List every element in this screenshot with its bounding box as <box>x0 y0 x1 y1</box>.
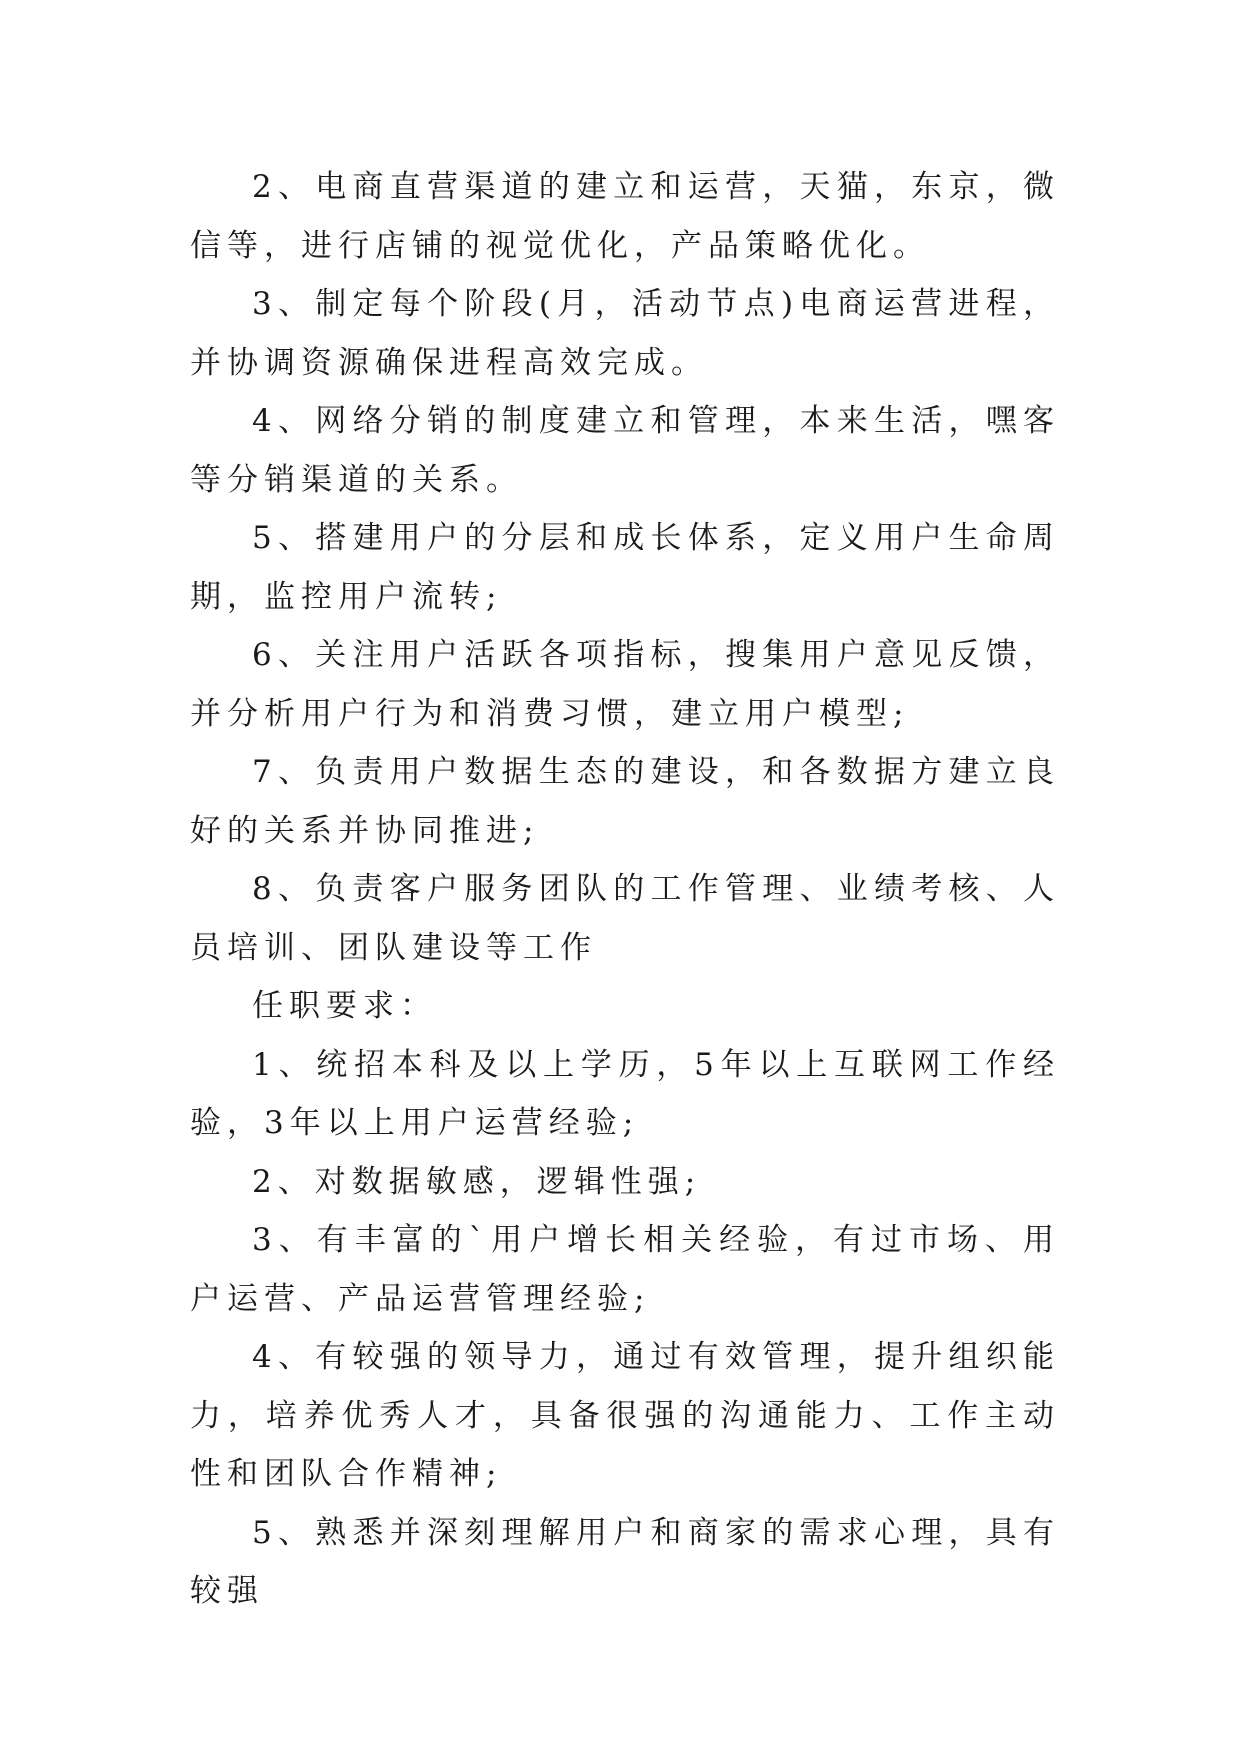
paragraph-requirement-1: 1、统招本科及以上学历，5年以上互联网工作经验，3年以上用户运营经验; <box>190 1046 1060 1141</box>
paragraph-duty-7: 7、负责用户数据生态的建设，和各数据方建立良好的关系并协同推进; <box>190 754 1060 849</box>
paragraph-requirement-4: 4、有较强的领导力，通过有效管理，提升组织能力，培养优秀人才，具备很强的沟通能力、工作主动性和团队合作精神; <box>190 1339 1060 1492</box>
paragraph-duty-5: 5、搭建用户的分层和成长体系，定义用户生命周期，监控用户流转; <box>190 520 1060 615</box>
document-body <box>190 158 1060 1621</box>
paragraph-duty-2: 2、电商直营渠道的建立和运营，天猫，东京，微信等，进行店铺的视觉优化，产品策略优化。 <box>190 169 1060 264</box>
paragraph-duty-4: 4、网络分销的制度建立和管理，本来生活，嘿客等分销渠道的关系。 <box>190 403 1060 498</box>
paragraph-requirement-5: 5、熟悉并深刻理解用户和商家的需求心理，具有较强 <box>190 1514 1060 1609</box>
section-heading-requirements: 任职要求： <box>252 988 437 1024</box>
paragraph-duty-6: 6、关注用户活跃各项指标，搜集用户意见反馈，并分析用户行为和消费习惯，建立用户模型; <box>190 637 1060 732</box>
paragraph-duty-8: 8、负责客户服务团队的工作管理、业绩考核、人员培训、团队建设等工作 <box>190 871 1060 966</box>
paragraph-requirement-2: 2、对数据敏感，逻辑性强; <box>252 1163 702 1200</box>
paragraph-requirement-3: 3、有丰富的`用户增长相关经验，有过市场、用户运营、产品运营管理经验; <box>190 1222 1060 1317</box>
paragraph-duty-3: 3、制定每个阶段(月，活动节点)电商运营进程，并协调资源确保进程高效完成。 <box>190 286 1060 381</box>
